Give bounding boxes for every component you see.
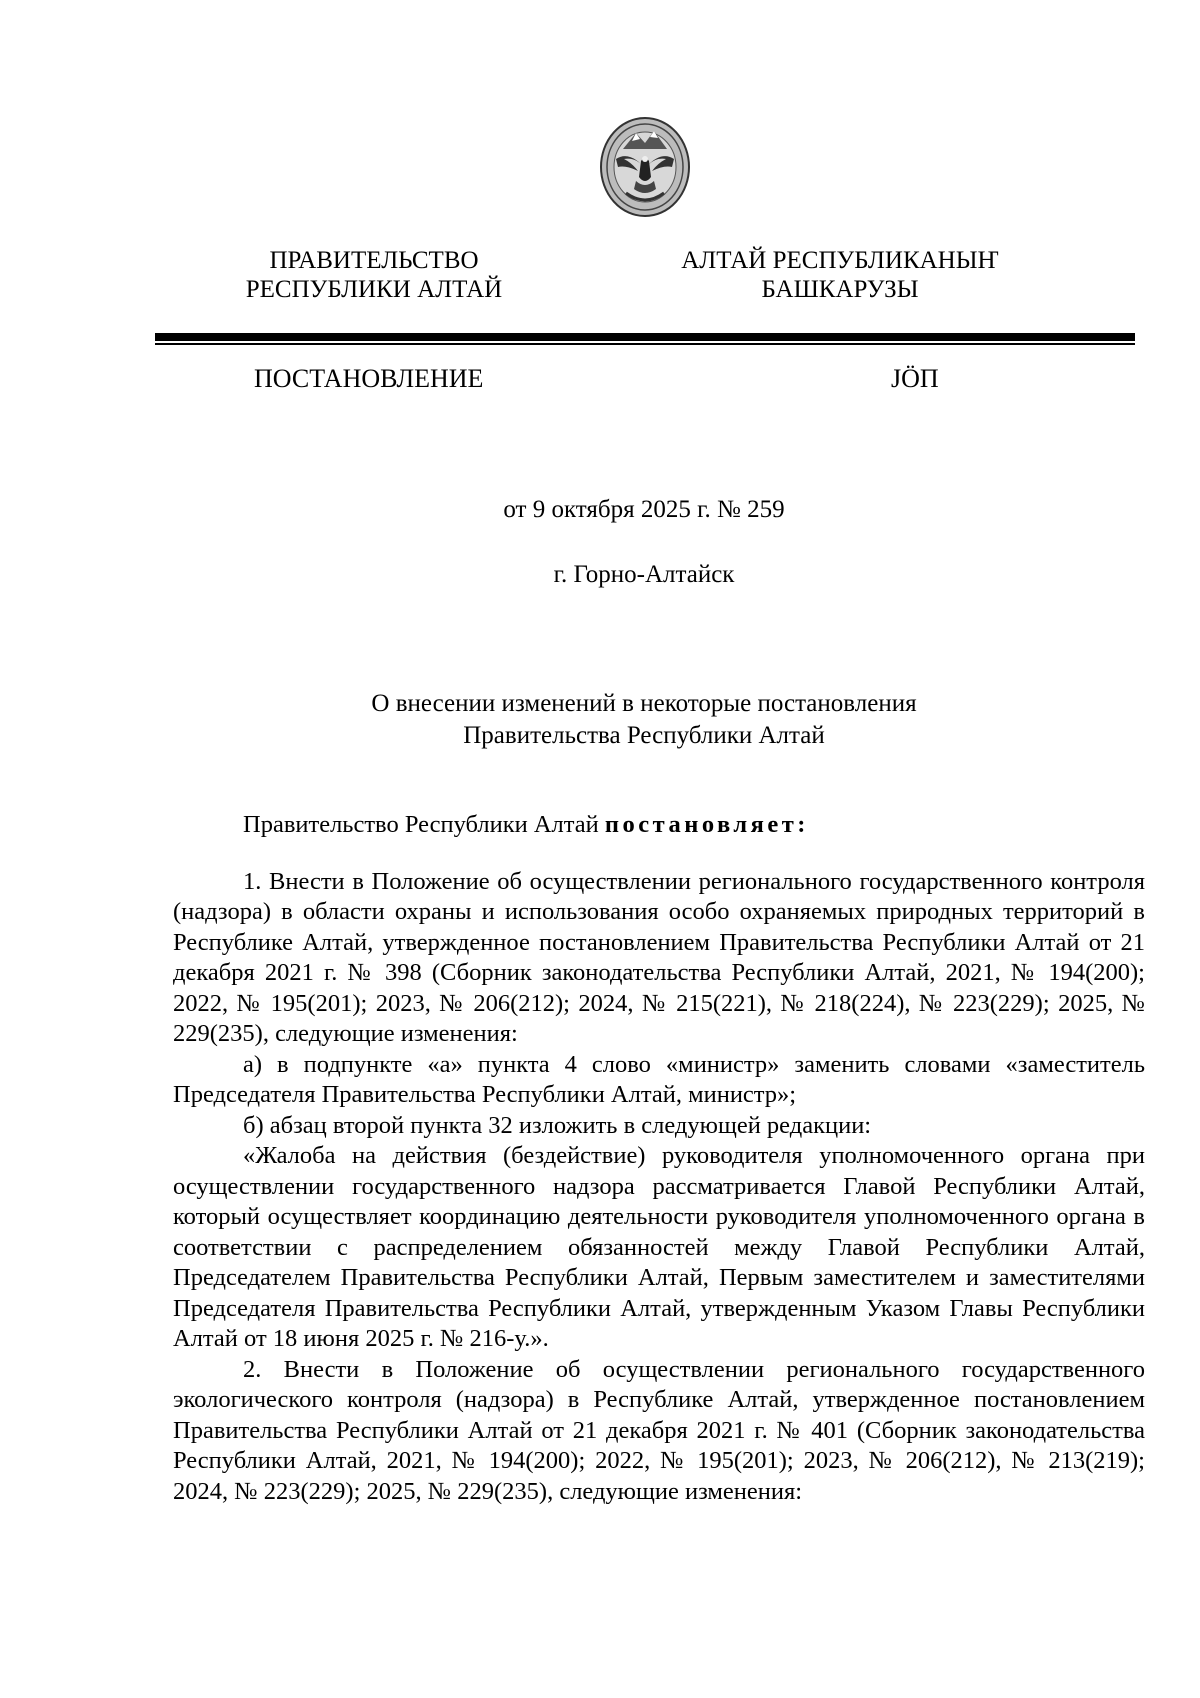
body-lead [173, 810, 1145, 841]
document-body [173, 810, 1145, 1507]
header-right-line2: БАШКАРУЗЫ [761, 276, 919, 303]
header-divider-thin [155, 343, 1135, 345]
title-line1: О внесении изменений в некоторые постановления [371, 690, 917, 717]
paragraph-1a: а) в подпункте «а» пункта 4 слово «министр» заменить словами «заместитель Председателя Правительства Республики Алтай, министр»; [173, 1050, 1145, 1108]
header-right-line1: АЛТАЙ РЕСПУБЛИКАНЫҤ [681, 247, 999, 274]
doc-type-altai: JÖП [891, 364, 939, 393]
doc-type-russian: ПОСТАНОВЛЕНИЕ [254, 364, 484, 393]
header-left-line2: РЕСПУБЛИКИ АЛТАЙ [245, 276, 503, 303]
paragraph-1: 1. Внести в Положение об осуществлении регионального государственного контроля (надзора) в области охраны и использования особо охраняемых природных территорий в Республике Алтай, утвержденное постановлением Правительства Республики Алтай от 21 декабря 2021 г. № 398 (Сборник законодательства Республики Алтай, 2021, № 194(200); 2022, № 195(201); 2023, № 206(212); 2024, № 215(221), № 218(224), № 223(229); 2025, № 229(235), следующие изменения: [173, 867, 1145, 1047]
header-divider-thick [155, 333, 1135, 341]
lead-emphasis: постановляет: [604, 811, 809, 838]
paragraph-1b: б) абзац второй пункта 32 изложить в следующей редакции: [243, 1111, 872, 1139]
republic-altai-coat-of-arms-icon [598, 115, 692, 219]
lead-text: Правительство Республики Алтай [243, 811, 605, 838]
document-city: г. Горно-Алтайск [553, 561, 735, 588]
document-date-number: от 9 октября 2025 г. № 259 [503, 496, 785, 523]
paragraph-2: 2. Внести в Положение об осуществлении регионального государственного экологического контроля (надзора) в Республике Алтай, утвержденное постановлением Правительства Республики Алтай от 21 декабря 2021 г. № 401 (Сборник законодательства Республики Алтай, 2021, № 194(200); 2022, № 195(201); 2023, № 206(212), № 213(219); 2024, № 223(229); 2025, № 229(235), следующие изменения: [173, 1355, 1145, 1505]
header-right [650, 246, 1030, 304]
header-left [184, 246, 564, 304]
header-left-line1: ПРАВИТЕЛЬСТВО [269, 247, 479, 274]
paragraph-1-quote: «Жалоба на действия (бездействие) руководителя уполномоченного органа при осуществлении государственного надзора рассматривается Главой Республики Алтай, который осуществляет координацию деятельности руководителя уполномоченного органа в соответствии с распределением обязанностей между Главой Республики Алтай, Председателем Правительства Республики Алтай, Первым заместителем и заместителями Председателя Правительства Республики Алтай, утвержденным Указом Главы Республики Алтай от 18 июня 2025 г. № 216-у.». [173, 1142, 1145, 1352]
document-title [0, 688, 1200, 752]
title-line2: Правительства Республики Алтай [463, 722, 825, 749]
